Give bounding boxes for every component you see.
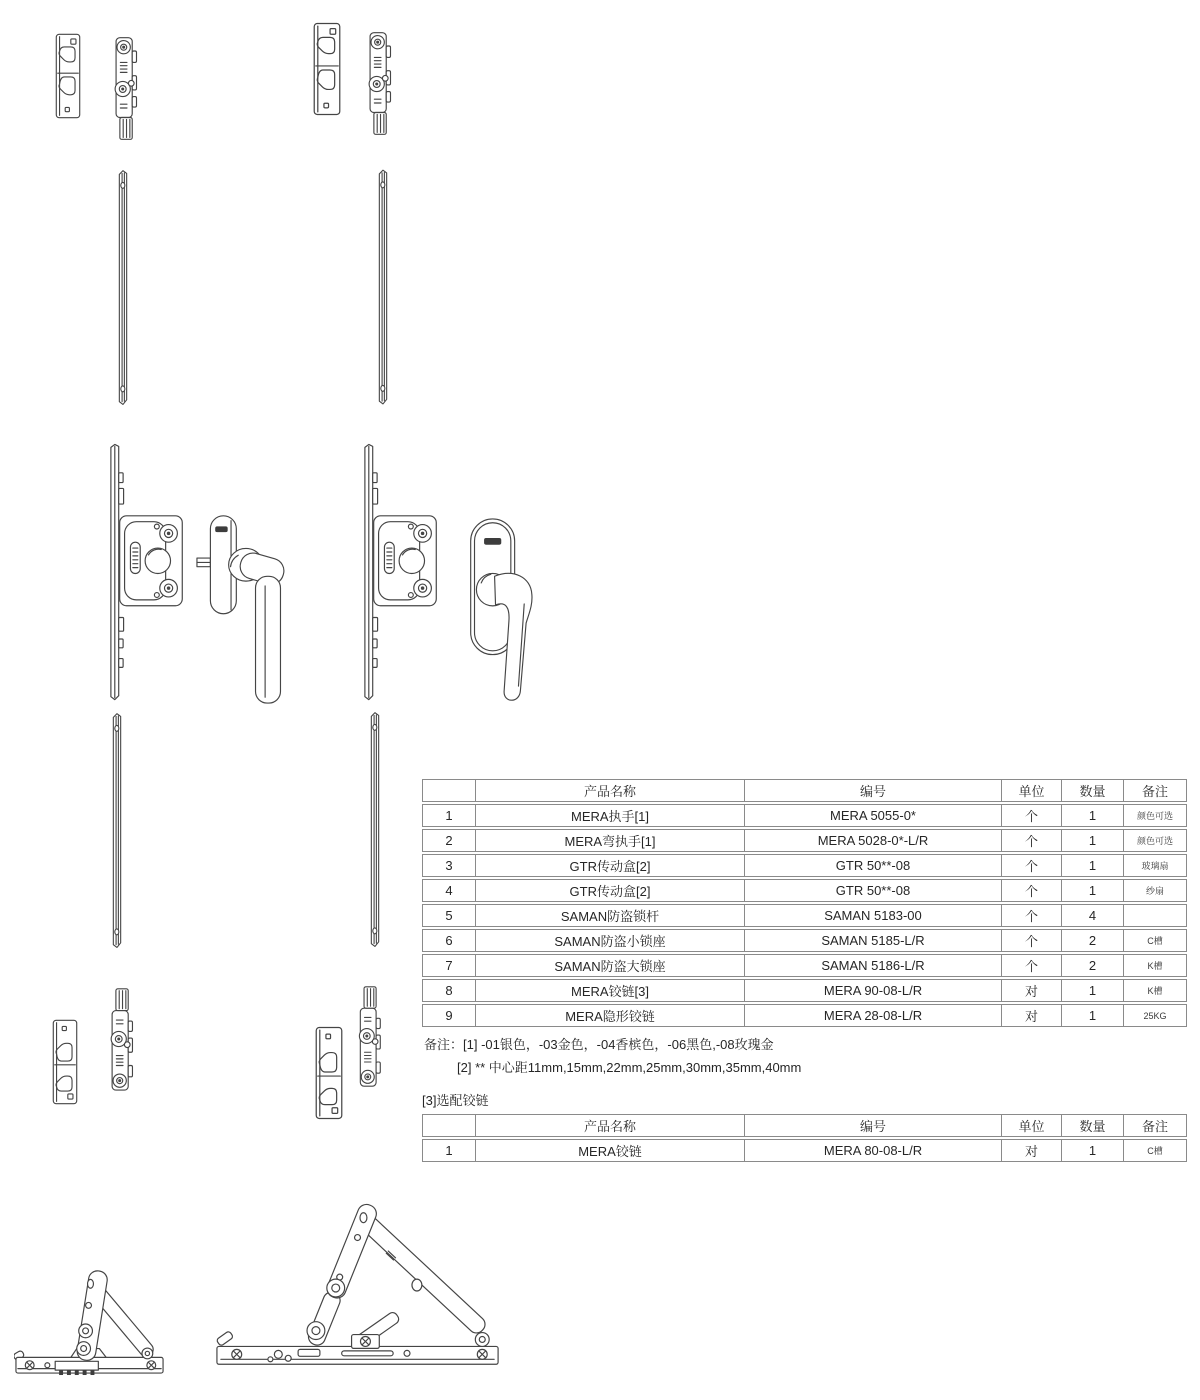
table-row: 8 MERA铰链[3] MERA 90-08-L/R 对 1 K槽 [422, 979, 1187, 1002]
header-code: 编号 [744, 780, 1001, 801]
header-remark: 备注 [1123, 1115, 1186, 1136]
corner-drive-drawing [111, 989, 132, 1090]
note-line-2: [2] ** 中心距11mm,15mm,22mm,25mm,30mm,35mm,40mm [457, 1060, 802, 1075]
header-quantity: 数量 [1061, 1115, 1123, 1136]
notes [424, 1033, 801, 1079]
header-product-name: 产品名称 [475, 1115, 744, 1136]
friction-hinge-large-drawing [216, 1202, 498, 1364]
header-remark: 备注 [1123, 780, 1186, 801]
header-index [423, 780, 475, 801]
table-row: 1 MERA铰链 MERA 80-08-L/R 对 1 C槽 [422, 1139, 1187, 1162]
lock-keeper-plate-drawing [316, 1028, 342, 1119]
corner-drive-drawing [369, 33, 390, 135]
friction-hinge-small-drawing [13, 1270, 163, 1375]
corner-drive-drawing [115, 38, 136, 140]
header-quantity: 数量 [1061, 780, 1123, 801]
table-row: 9 MERA隐形铰链 MERA 28-08-L/R 对 1 25KG [422, 1004, 1187, 1027]
gearbox-faceplate-drawing [365, 444, 436, 699]
table-row: 5 SAMAN防盗锁杆 SAMAN 5183-00 个 4 [422, 904, 1187, 927]
corner-drive-drawing [359, 987, 380, 1086]
header-code: 编号 [744, 1115, 1001, 1136]
anti-theft-lock-rod-drawing [113, 714, 120, 948]
lock-keeper-plate-drawing [314, 24, 340, 115]
table-header [422, 1114, 1187, 1137]
bent-window-handle-drawing [471, 519, 532, 700]
anti-theft-lock-rod-drawing [119, 171, 126, 405]
anti-theft-lock-rod-drawing [371, 713, 378, 947]
header-index [423, 1115, 475, 1136]
anti-theft-lock-rod-drawing [379, 170, 386, 404]
parts-table [422, 779, 1187, 1029]
optional-hinge-table [422, 1114, 1187, 1164]
lock-keeper-plate-drawing [56, 34, 79, 117]
optional-hinge-label: [3]选配铰链 [422, 1093, 489, 1108]
table-row: 6 SAMAN防盗小锁座 SAMAN 5185-L/R 个 2 C槽 [422, 929, 1187, 952]
window-handle-drawing [197, 516, 287, 703]
header-product-name: 产品名称 [475, 780, 744, 801]
table-row: 7 SAMAN防盗大锁座 SAMAN 5186-L/R 个 2 K槽 [422, 954, 1187, 977]
table-row: 2 MERA弯执手[1] MERA 5028-0*-L/R 个 1 颜色可选 [422, 829, 1187, 852]
table-row: 3 GTR传动盒[2] GTR 50**-08 个 1 玻璃扇 [422, 854, 1187, 877]
header-unit: 单位 [1001, 1115, 1061, 1136]
lock-keeper-plate-drawing [53, 1020, 76, 1103]
gearbox-faceplate-drawing [111, 444, 182, 699]
header-unit: 单位 [1001, 780, 1061, 801]
table-row: 4 GTR传动盒[2] GTR 50**-08 个 1 纱扇 [422, 879, 1187, 902]
note-line-1: 备注：[1] -01银色，-03金色，-04香槟色，-06黑色,-08玫瑰金 [424, 1037, 774, 1052]
table-header [422, 779, 1187, 802]
table-row: 1 MERA执手[1] MERA 5055-0* 个 1 颜色可选 [422, 804, 1187, 827]
